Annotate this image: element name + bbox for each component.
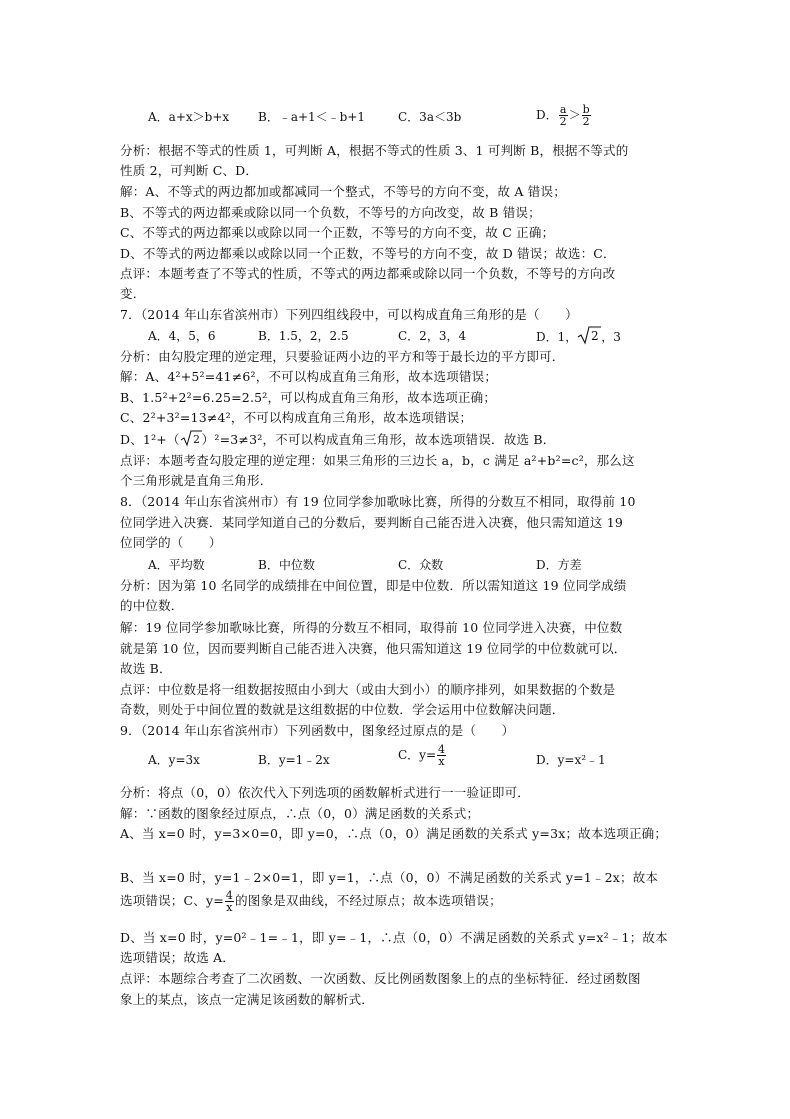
q6-option-d <box>536 104 592 127</box>
fraction-b-over-2: $\frac{b}{2}$ <box>582 103 590 128</box>
q6-option-a: A．a+x＞b+x <box>148 110 230 124</box>
q9-solution-intro: 解：∵函数的图象经过原点，∴点（0，0）满足函数的关系式； <box>120 806 480 821</box>
q6-option-c: C．3a＜3b <box>398 110 462 124</box>
q8-comment-line-1: 点评：中位数是将一组数据按照由小到大（或由大到小）的顺序排列，如果数据的个数是 <box>120 682 616 697</box>
q9-solution-d-line-2: 选项错误；故选 A． <box>120 950 236 965</box>
q7-option-d-label: D．1， <box>536 330 578 344</box>
q7-solution-d <box>120 429 555 452</box>
q6-analysis-line-1: 分析：根据不等式的性质 1，可判断 A，根据不等式的性质 3、1 可判断 B，根据不等式的 <box>120 143 629 158</box>
q8-stem-line-3: 位同学的（ ） <box>120 535 222 550</box>
q8-comment-line-2: 奇数，则处于中间位置的数就是这组数据的中位数．学会运用中位数解决问题． <box>120 702 565 717</box>
q9-stem: 9．（2014 年山东省滨州市）下列函数中，图象经过原点的是（ ） <box>120 723 515 738</box>
q9-solution-c <box>120 890 502 913</box>
q6-solution-line-1: 解：A、不等式的两边都加或都减同一个整式，不等号的方向不变，故 A 错误； <box>120 184 566 199</box>
q7-comment-line-2: 个三角形就是直角三角形． <box>120 473 273 488</box>
q7-stem: 7．（2014 年山东省滨州市）下列四组线段中，可以构成直角三角形的是（ ） <box>120 307 578 322</box>
q8-option-c: C．众数 <box>398 558 444 572</box>
q8-solution-line-2: 就是第 10 位，因而要判断自己能否进入决赛，他只需知道这 19 位同学的中位数就可以． <box>120 641 627 656</box>
q7-option-d <box>536 325 621 350</box>
q6-analysis-line-2: 性质 2，可判断 C、D． <box>120 163 259 178</box>
q9-analysis: 分析：将点（0，0）依次代入下列选项的函数解析式进行一一验证即可． <box>120 785 531 800</box>
q9-solution-b: B、当 x=0 时，y=1﹣2×0=1，即 y=1，∴点（0，0）不满足函数的关系式 y=1﹣2x；故本 <box>120 870 659 885</box>
q6-option-b: B．﹣a+1＜﹣b+1 <box>258 110 366 124</box>
greater-than-symbol: ＞ <box>568 108 581 122</box>
sqrt-symbol <box>180 429 202 452</box>
q9-option-c-label: C．y= <box>398 748 437 762</box>
q6-option-d-label: D． <box>536 108 558 122</box>
q8-solution-line-3: 故选 B． <box>120 661 172 676</box>
q9-solution-a: A、当 x=0 时，y=3×0=0，即 y=0，∴点（0，0）满足函数的关系式 y=3x；故本选项正确； <box>120 826 668 841</box>
q7-option-c: C．2，3，4 <box>398 329 467 343</box>
fraction-4-over-x: $\frac{4}{x}$ <box>438 743 446 768</box>
q8-option-d: D．方差 <box>536 558 582 572</box>
q8-option-b: B．中位数 <box>258 558 315 572</box>
fraction-4-over-x: $\frac{4}{x}$ <box>225 889 234 914</box>
q8-option-a: A．平均数 <box>148 558 205 572</box>
q7-solution-a: 解：A、4²+5²=41≠6²，不可以构成直角三角形，故本选项错误； <box>120 369 498 384</box>
q9-comment-line-1: 点评：本题综合考查了二次函数、一次函数、反比例函数图象上的点的坐标特征．经过函数图 <box>120 971 641 986</box>
q6-solution-line-3: C、不等式的两边都乘以或除以同一个正数，不等号的方向不变，故 C 正确； <box>120 225 555 240</box>
q9-solution-d-line-1: D、当 x=0 时，y=0²﹣1=﹣1，即 y=﹣1，∴点（0，0）不满足函数的关系式 y=x²﹣1；故本 <box>120 930 668 945</box>
q8-analysis-line-1: 分析：因为第 10 名同学的成绩排在中间位置，即是中位数．所以需知道这 19 位同学成绩 <box>120 578 627 593</box>
q7-option-d-tail: ，3 <box>601 330 621 344</box>
q6-solution-line-2: B、不等式的两边都乘或除以同一个负数，不等号的方向改变，故 B 错误； <box>120 205 541 220</box>
q9-comment-line-2: 象上的某点，该点一定满足该函数的解析式． <box>120 992 375 1007</box>
q9-option-d: D．y=x²﹣1 <box>536 753 606 767</box>
q8-analysis-line-2: 的中位数． <box>120 598 184 613</box>
q8-solution-line-1: 解：19 位同学参加歌咏比赛，所得的分数互不相同，取得前 10 位同学进入决赛，中位数 <box>120 620 623 635</box>
q9-option-c <box>398 744 447 767</box>
q7-solution-c: C、2²+3²=13≠4²，不可以构成直角三角形，故本选项错误； <box>120 410 473 425</box>
q8-stem-line-2: 位同学进入决赛．某同学知道自己的分数后，要判断自己能否进入决赛，他只需知道这 19 <box>120 515 624 530</box>
q9-solution-c-tail: 的图象是双曲线，不经过原点；故本选项错误； <box>235 893 502 908</box>
q7-option-b: B．1.5，2，2.5 <box>258 329 349 343</box>
q6-comment-line-2: 变． <box>120 286 146 301</box>
sqrt-argument: 2 <box>192 433 200 446</box>
q7-solution-b: B、1.5²+2²=6.25=2.5²，可以构成直角三角形，故本选项正确； <box>120 390 497 405</box>
q6-comment-line-1: 点评：本题考查了不等式的性质，不等式的两边都乘或除以同一个负数，不等号的方向改 <box>120 266 616 281</box>
sqrt-argument: 2 <box>591 329 599 343</box>
q7-solution-d-head: D、1²+（ <box>120 432 180 447</box>
q9-option-a: A．y=3x <box>148 753 200 767</box>
sqrt-symbol <box>577 325 601 350</box>
q8-stem-line-1: 8．（2014 年山东省滨州市）有 19 位同学参加歌咏比赛，所得的分数互不相同，取得前 10 <box>120 494 636 509</box>
q7-analysis: 分析：由勾股定理的逆定理，只要验证两小边的平方和等于最长边的平方即可． <box>120 349 565 364</box>
q9-option-b: B．y=1﹣2x <box>258 753 330 767</box>
q7-option-a: A．4，5，6 <box>148 329 216 343</box>
q9-solution-c-head: 选项错误；C、y= <box>120 893 224 908</box>
fraction-a-over-2: $\frac{a}{2}$ <box>559 103 567 128</box>
q7-comment-line-1: 点评：本题考查勾股定理的逆定理：如果三角形的三边长 a，b，c 满足 a²+b²=c²，那么这 <box>120 453 635 468</box>
q6-solution-line-4: D、不等式的两边都乘以或除以同一个正数，不等号的方向不变，故 D 错误；故选：C． <box>120 246 616 261</box>
q7-solution-d-tail: ）²=3≠3²，不可以构成直角三角形，故本选项错误．故选 B． <box>201 432 556 447</box>
